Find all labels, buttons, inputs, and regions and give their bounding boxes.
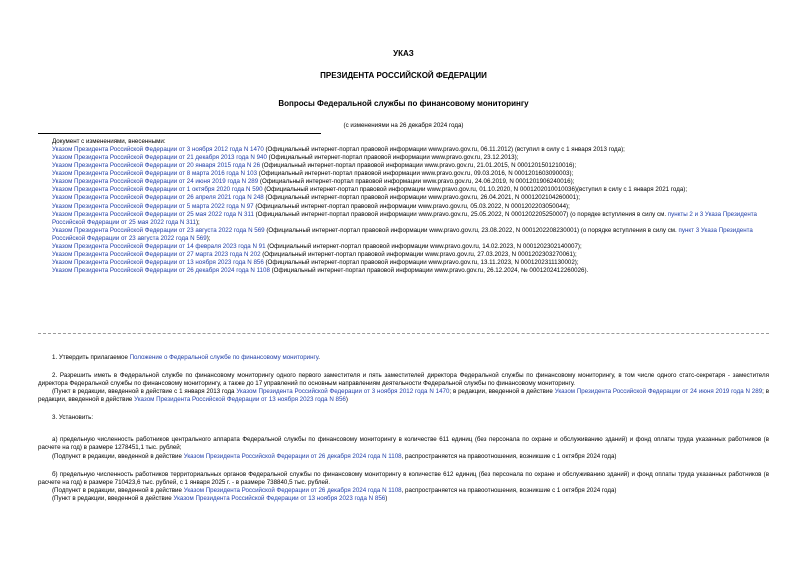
amendment-link[interactable]: пункты 2 и 3 Указа Президента Российской Федерации от 25 мая 2022 года N 311 — [52, 210, 757, 226]
amendment-text: (Официальный интернет-портал правовой информации www.pravo.gov.ru, 23.08.2022, N 0001202208230001) (о порядке вступления в силу см. — [264, 226, 679, 234]
amendment-text: (Официальный интернет-портал правовой информации www.pravo.gov.ru, 14.02.2023, N 0001202302140007); — [265, 242, 582, 250]
doc-title-issuer: ПРЕЗИДЕНТА РОССИЙСКОЙ ФЕДЕРАЦИИ — [320, 71, 487, 80]
note-text: ; в редакции, введенной в действие — [38, 388, 769, 404]
amendment-link[interactable]: Указом Президента Российской Федерации от 23 августа 2022 года N 569 — [52, 226, 265, 234]
regulation-link[interactable]: Положение о Федеральной службе по финансовому мониторингу — [129, 354, 319, 361]
amendment-item — [38, 170, 769, 178]
note-text: , распространяется на правоотношения, возникшие с 1 октября 2024 года) — [401, 486, 617, 494]
amendment-item — [38, 154, 769, 162]
amendment-text: (Официальный интернет-портал правовой информации www.pravo.gov.ru, 01.10.2020, N 0001202010010036)(вступил в силу с 1 января 2021 года); — [262, 186, 688, 194]
amendments-list — [38, 138, 769, 275]
amendment-link[interactable]: Указом Президента Российской Федерации от 25 мая 2022 года N 311 — [52, 210, 254, 218]
paragraph-3: 3. Установить: — [52, 414, 94, 422]
amendment-link[interactable]: Указом Президента Российской Федерации от 20 января 2015 года N 26 — [52, 162, 261, 170]
amendment-text: (Официальный интернет-портал правовой информации www.pravo.gov.ru, 25.05.2022, N 0001202205250007) (о порядке вступления в силу см. — [253, 210, 668, 218]
amendment-link[interactable]: Указом Президента Российской Федерации от 24 июня 2019 года N 289 — [554, 388, 763, 396]
amendment-text: (Официальный интернет-портал правовой информации www.pravo.gov.ru, 27.03.2023, N 0001202303270061); — [260, 250, 577, 258]
paragraph-2: 2. Разрешить иметь в Федеральной службе по финансовому мониторингу одного первого заместителя и пять заместителей директора Федеральной службы по финансовому мониторингу, в том числе одного статс-секретаря - заместителя директора Федеральной службы по финансовому мониторингу, а также до 17 управлений по основным направлениям деятельности Федеральной службы по финансовому мониторингу. — [38, 372, 769, 388]
amendment-item — [38, 194, 769, 202]
document-body — [38, 354, 769, 503]
paragraph-3b: б) предельную численность работников территориальных органов Федеральной службы по финансовому мониторингу в количестве 612 единиц (без персонала по охране и обслуживанию зданий) и фонд оплаты труда указанных работников (в расчете на год) в размере 710423,6 тыс. рублей, с 1 января 2025 г. - в размере 738840,5 тыс. рублей. — [38, 470, 769, 486]
amendment-link[interactable]: Указом Президента Российской Федерации от 26 декабря 2024 года N 1108 — [183, 452, 402, 460]
amendment-text: (Официальный интернет-портал правовой информации www.pravo.gov.ru, 09.03.2016, N 0001201603090003); — [257, 170, 574, 178]
amendment-text: (Официальный интернет-портал правовой информации www.pravo.gov.ru, 26.04.2021, N 0001202104260001); — [263, 194, 580, 202]
amendment-item — [38, 243, 769, 251]
note-text: (Пункт в редакции, введенной в действие — [52, 494, 174, 502]
amendment-item — [38, 146, 769, 154]
amendment-link[interactable]: Указом Президента Российской Федерации от 13 ноября 2023 года N 856 — [52, 258, 264, 266]
amendment-link[interactable]: Указом Президента Российской Федерации от 26 апреля 2021 года N 248 — [52, 194, 264, 202]
amendment-link[interactable]: Указом Президента Российской Федерации от 26 декабря 2024 года N 1108 — [52, 267, 270, 274]
amendment-link[interactable]: Указом Президента Российской Федерации от 5 марта 2022 года N 97 — [52, 202, 254, 210]
doc-subtitle: (с изменениями на 26 декабря 2024 года) — [343, 122, 464, 129]
note-text: ) — [345, 396, 348, 404]
amendment-text: (Официальный интернет-портал правовой информации www.pravo.gov.ru, 13.11.2023, N 0001202311130002); — [263, 258, 579, 266]
note-text: , распространяется на правоотношения, возникшие с 1 октября 2024 года) — [401, 452, 617, 460]
amendment-item — [38, 211, 769, 227]
amendment-link[interactable]: Указом Президента Российской Федерации от 3 ноября 2012 года N 1470 — [236, 388, 450, 396]
amendment-text: ); — [206, 234, 211, 242]
amendment-item — [38, 227, 769, 243]
note-text: (Пункт в редакции, введенной в действие с 1 января 2013 года — [52, 388, 237, 396]
amendment-link[interactable]: Указом Президента Российской Федерации от 27 марта 2023 года N 202 — [52, 250, 261, 258]
amendment-item — [38, 178, 769, 186]
paragraph-3a: а) предельную численность работников центрального аппарата Федеральной службы по финансовому мониторингу в количестве 611 единиц (без персонала по охране и обслуживанию зданий) и фонд оплаты труда указанных работников (в расчете на год) в размере 1278451,1 тыс. рублей; — [38, 436, 769, 452]
divider — [38, 133, 321, 134]
note-text: ) — [385, 494, 388, 502]
amendment-link[interactable]: пункт 3 Указа Президента Российской Федерации от 23 августа 2022 года N 569 — [52, 226, 753, 242]
amendment-item — [38, 162, 769, 170]
amendment-item — [38, 259, 769, 267]
amendment-text: (Официальный интернет-портал правовой информации www.pravo.gov.ru, 21.01.2015, N 0001201501210016); — [260, 162, 577, 170]
amendment-text: (Официальный интернет-портал правовой информации www.pravo.gov.ru, 23.12.2013); — [266, 154, 519, 162]
amendment-link[interactable]: Указом Президента Российской Федерации от 8 марта 2016 года N 103 — [52, 170, 258, 178]
amendment-text: (Официальный интернет-портал правовой информации www.pravo.gov.ru, 24.06.2019, N 0001201906240016); — [258, 178, 575, 186]
amendment-item — [38, 251, 769, 259]
amendment-text: (Официальный интернет-портал правовой информации www.pravo.gov.ru, 26.12.2024, № 0001202412260026). — [269, 267, 589, 274]
doc-title-decree: УКАЗ — [393, 49, 414, 58]
doc-title-subject: Вопросы Федеральной службы по финансовому мониторингу — [278, 99, 529, 108]
amendment-link[interactable]: Указом Президента Российской Федерации от 3 ноября 2012 года N 1470 — [52, 146, 264, 154]
amendment-item — [38, 186, 769, 194]
divider — [38, 333, 769, 334]
amendment-link[interactable]: Указом Президента Российской Федерации от 21 декабря 2013 года N 940 — [52, 154, 267, 162]
note-3b — [38, 487, 769, 495]
amendment-link[interactable]: Указом Президента Российской Федерации от 26 декабря 2024 года N 1108 — [183, 486, 402, 494]
amendment-text: (Официальный интернет-портал правовой информации www.pravo.gov.ru, 06.11.2012) (вступил в силу с 1 января 2013 года); — [263, 146, 625, 154]
note-3a — [38, 453, 769, 461]
note-2 — [38, 388, 769, 404]
amendment-link[interactable]: Указом Президента Российской Федерации от 13 ноября 2023 года N 856 — [173, 494, 386, 502]
paragraph-text: 1. Утвердить прилагаемое — [52, 354, 130, 361]
amendment-item — [38, 267, 769, 275]
amendment-link[interactable]: Указом Президента Российской Федерации от 14 февраля 2023 года N 91 — [52, 242, 266, 250]
note-3 — [38, 495, 769, 503]
amendments-intro: Документ с изменениями, внесенными: — [52, 138, 166, 145]
note-text: (Подпункт в редакции, введенной в действие — [52, 486, 184, 494]
amendment-link[interactable]: Указом Президента Российской Федерации от 24 июня 2019 года N 289 — [52, 178, 259, 186]
amendment-item — [38, 203, 769, 211]
amendment-link[interactable]: Указом Президента Российской Федерации от 1 октября 2020 года N 590 — [52, 186, 263, 194]
paragraph-text: . — [318, 354, 320, 361]
amendment-text: ); — [195, 218, 200, 226]
note-text: ; в редакции, введенной в действие — [449, 388, 555, 396]
amendment-link[interactable]: Указом Президента Российской Федерации от 13 ноября 2023 года N 856 — [134, 396, 346, 404]
paragraph-1 — [38, 354, 769, 362]
note-text: (Подпункт в редакции, введенной в действие — [52, 452, 184, 460]
amendment-text: (Официальный интернет-портал правовой информации www.pravo.gov.ru, 05.03.2022, N 0001202203050044); — [253, 202, 570, 210]
